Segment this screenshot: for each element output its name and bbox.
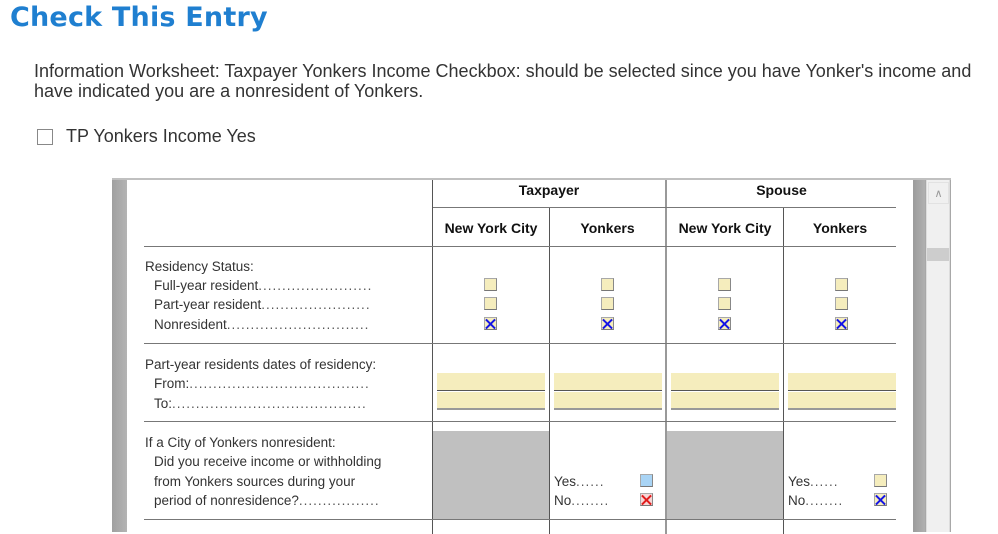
- sp-yes-label: Yes......: [788, 474, 839, 489]
- sp-yonkers-to-date-input[interactable]: [788, 392, 896, 410]
- part-year-label: Part-year resident.......................: [154, 297, 371, 312]
- tp-yonkers-income-checkbox[interactable]: [37, 129, 53, 145]
- yonkers-question-line1: If a City of Yonkers nonresident:: [145, 435, 336, 450]
- tp-yonkers-income-yes-checkbox[interactable]: [640, 474, 653, 487]
- from-label: From:......................................: [154, 376, 370, 391]
- sp-nyc-part-year-checkbox[interactable]: [718, 297, 731, 310]
- nonresident-label: Nonresident..............................: [154, 317, 370, 332]
- col-header-tp-nyc: New York City: [444, 220, 538, 236]
- sp-yonkers-from-date-input[interactable]: [788, 373, 896, 391]
- error-message: Information Worksheet: Taxpayer Yonkers Income Checkbox: should be selected since you have Yonker's income and have indicated you are a nonresident of Yonkers.: [34, 61, 972, 101]
- sp-yonkers-part-year-checkbox[interactable]: [835, 297, 848, 310]
- scroll-thumb[interactable]: [927, 248, 949, 261]
- sp-yonkers-income-yes-checkbox[interactable]: [874, 474, 887, 487]
- worksheet-sheet: [127, 180, 913, 532]
- col-header-sp-yonkers: Yonkers: [812, 220, 868, 236]
- sp-nyc-disabled-cell: [667, 431, 783, 519]
- tp-nyc-disabled-cell: [433, 431, 549, 519]
- group-header-spouse: Spouse: [756, 182, 807, 198]
- worksheet-frame: [112, 178, 951, 532]
- residency-heading: Residency Status:: [145, 259, 254, 274]
- yonkers-question-line3: from Yonkers sources during your: [154, 474, 356, 489]
- frame-left-border: [112, 180, 127, 532]
- tp-yonkers-income-no-checkbox-error[interactable]: [640, 493, 653, 506]
- tp-yonkers-to-date-input[interactable]: [554, 392, 662, 410]
- sp-nyc-to-date-input[interactable]: [671, 392, 779, 410]
- sp-yonkers-income-no-checkbox[interactable]: [874, 493, 887, 506]
- tp-yonkers-nonresident-checkbox[interactable]: [601, 317, 614, 330]
- tp-yonkers-from-date-input[interactable]: [554, 373, 662, 391]
- full-year-label: Full-year resident........................: [154, 278, 373, 293]
- divider: [549, 207, 550, 534]
- scroll-up-button[interactable]: [928, 182, 949, 204]
- tp-nyc-from-date-input[interactable]: [437, 373, 545, 391]
- divider: [144, 421, 896, 422]
- divider: [144, 246, 896, 247]
- to-label: To:.........................................: [154, 396, 367, 411]
- group-header-taxpayer: Taxpayer: [518, 182, 580, 198]
- tp-yonkers-income-label: TP Yonkers Income Yes: [66, 126, 256, 146]
- sp-yonkers-nonresident-checkbox[interactable]: [835, 317, 848, 330]
- tp-yonkers-income-checkbox-row[interactable]: [37, 126, 256, 147]
- sp-nyc-from-date-input[interactable]: [671, 373, 779, 391]
- tp-no-label: No........: [554, 493, 610, 508]
- tp-yonkers-full-year-checkbox[interactable]: [601, 278, 614, 291]
- divider: [144, 343, 896, 344]
- sp-yonkers-full-year-checkbox[interactable]: [835, 278, 848, 291]
- divider: [783, 207, 784, 534]
- col-header-sp-nyc: New York City: [678, 220, 772, 236]
- tp-yonkers-part-year-checkbox[interactable]: [601, 297, 614, 310]
- col-header-tp-yonkers: Yonkers: [580, 220, 635, 236]
- yonkers-question-line4: period of nonresidence?.................: [154, 493, 380, 508]
- tp-yes-label: Yes......: [554, 474, 605, 489]
- divider: [433, 207, 896, 208]
- page-title: Check This Entry: [10, 2, 268, 33]
- tp-nyc-part-year-checkbox[interactable]: [484, 297, 497, 310]
- yonkers-question-line2: Did you receive income or withholding: [154, 454, 382, 469]
- divider: [144, 519, 896, 520]
- sp-nyc-nonresident-checkbox[interactable]: [718, 317, 731, 330]
- chevron-up-icon: ∧: [934, 187, 943, 200]
- sp-nyc-full-year-checkbox[interactable]: [718, 278, 731, 291]
- sp-no-label: No........: [788, 493, 844, 508]
- tp-nyc-nonresident-checkbox[interactable]: [484, 317, 497, 330]
- tp-nyc-to-date-input[interactable]: [437, 392, 545, 410]
- dates-heading: Part-year residents dates of residency:: [145, 357, 377, 372]
- tp-nyc-full-year-checkbox[interactable]: [484, 278, 497, 291]
- frame-right-border: [913, 180, 925, 532]
- vertical-scrollbar[interactable]: [926, 180, 950, 532]
